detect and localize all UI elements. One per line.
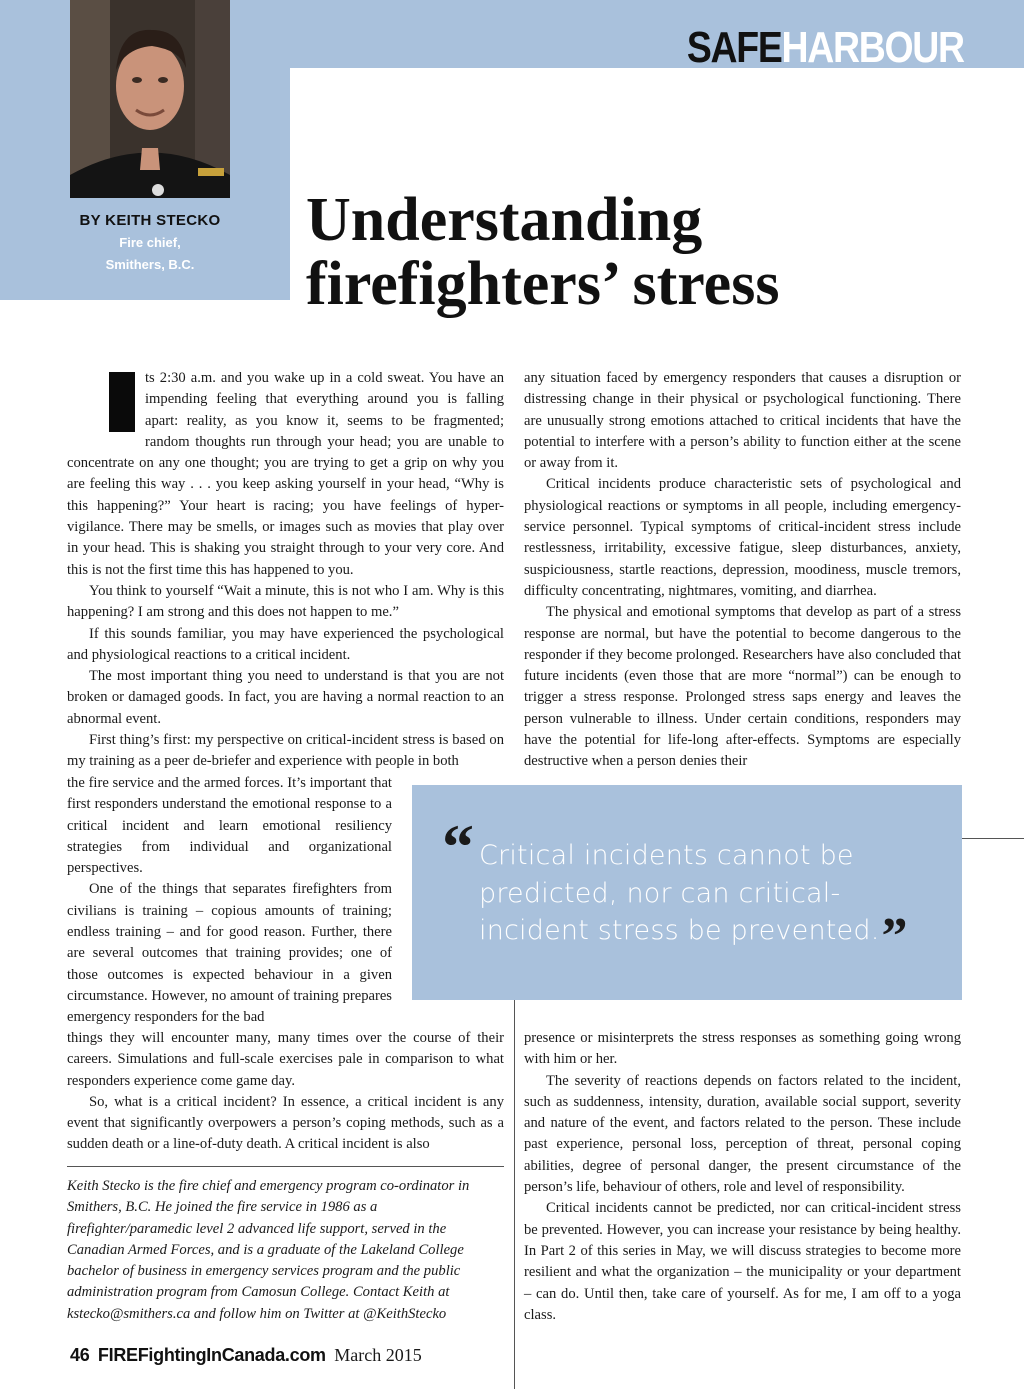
pull-quote	[412, 785, 962, 1000]
author-name: BY KEITH STECKO	[79, 212, 221, 229]
article-paragraph: Critical incidents cannot be predicted, nor can critical-incident stress be prevented. However, you can increase your resistance by being healthy. In Part 2 of this series in May, we will discuss strategies to become more resilient and what the organization – the municipality or your department – can do. Until then, take care of yourself. As for me, I am off to a yoga class.	[524, 1200, 961, 1323]
author-photo	[70, 0, 230, 198]
column-divider-rule	[514, 1000, 515, 1389]
article-paragraph: the fire service and the armed forces. It’s important that first responders understand the emotional response to a critical incident and learn emotional resiliency strategies from individual and organizational perspectives.	[67, 775, 392, 877]
article-paragraph: The severity of reactions depends on factors related to the incident, such as suddenness, intensity, duration, available social support, severity and nature of the event, and factors related to the person. These include past experience, personal loss, perception of threat, personal coping abilities, degree of personal danger, the present circumstance of the person’s life, behaviour of others, role and level of responsibility.	[524, 1072, 961, 1196]
article-paragraph: The most important thing you need to understand is that you are not broken or damaged goods. In fact, you are having a normal reaction to an abnormal event.	[67, 668, 504, 727]
article-paragraph: Critical incidents produce characteristic sets of psychological and physiological reactions or symptoms in all people, including emergency-service personnel. Typical symptoms of critical-incident stress include restlessness, irritability, excessive fatigue, sleep disturbances, anxiety, suspiciousness, startle reactions, depression, moodiness, muscle tremors, difficulty concentrating, nightmares, vomiting, and diarrhea.	[524, 476, 961, 599]
article-headline	[306, 188, 779, 316]
column-2-top	[524, 368, 961, 773]
quote-close-mark: ”	[881, 908, 908, 965]
article-paragraph: things they will encounter many, many times over the course of their careers. Simulations and full-scale exercises pale in comparison to what responders experience come game day.	[67, 1030, 504, 1089]
headline-line-1: Understanding	[306, 186, 703, 254]
column-1-top	[67, 368, 504, 773]
issue-date: March 2015	[334, 1345, 422, 1365]
drop-cap	[109, 372, 135, 432]
article-paragraph: You think to yourself “Wait a minute, this is not who I am. Why is this happening? I am strong and this does not happen to me.”	[67, 582, 504, 621]
author-bio: Keith Stecko is the fire chief and emergency program co-ordinator in Smithers, B.C. He joined the fire service in 1986 as a firefighter/paramedic level 2 advanced life support, served in the Canadian Armed Forces, and is a graduate of the Lakeland College bachelor of business in emergency services program and the public administration program from Camosun College. Contact Keith at kstecko@smithers.ca and follow him on Twitter at @KeithStecko	[67, 1178, 470, 1322]
page-number: 46	[70, 1345, 90, 1365]
article-paragraph: So, what is a critical incident? In essence, a critical incident is any event that significantly overpowers a person’s coping methods, such as a sudden death or a line-of-duty death. A critical incident is also	[67, 1093, 504, 1153]
page-footer	[70, 1342, 422, 1368]
article-paragraph: First thing’s first: my perspective on critical-incident stress is based on my training as a peer de-briefer and experience with people in both	[67, 732, 504, 770]
column-2-bottom	[524, 1028, 961, 1326]
article-paragraph: The physical and emotional symptoms that develop as part of a stress response are normal, but have the potential to become dangerous to the responder if they become prolonged. Researchers have also concluded that future incidents (even those that are more “normal”) can be enough to trigger a stress response. Prolonged stress saps energy and leaves the person vulnerable to illness. Under certain conditions, responders may have the potential for life-long after-effects. Symptoms are especially destructive when a person denies their	[524, 604, 961, 770]
brand-safe: SAFE	[687, 23, 782, 72]
author-location: Smithers, B.C.	[105, 257, 195, 272]
pull-quote-text: Critical incidents cannot be predicted, nor can critical-incident stress be prevented.”	[479, 840, 908, 965]
brand-harbour: HARBOUR	[781, 23, 964, 72]
section-brand	[687, 22, 964, 74]
author-role: Fire chief,	[119, 235, 181, 250]
column-1-narrow	[67, 773, 392, 1029]
article-paragraph: If this sounds familiar, you may have experienced the psychological and physiological reactions to a critical incident.	[67, 625, 504, 663]
byline	[0, 210, 300, 276]
article-paragraph: One of the things that separates firefighters from civilians is training – copious amounts of training; endless training – and for good reason. Further, there are several outcomes that training provides; one of those outcomes is expected behaviour in a given circumstance. However, no amount of training prepares emergency responders for the bad	[67, 881, 392, 1026]
article-paragraph: any situation faced by emergency responders that causes a disruption or distressing change in their physical or psychological functioning. There are unusually strong emotions attached to critical incidents that have the potential to interfere with a person’s ability to function either at the scene or away from it.	[524, 370, 961, 472]
bio-divider-rule	[67, 1166, 504, 1167]
headline-line-2: firefighters’ stress	[306, 250, 780, 318]
publication-site: FIREFightingInCanada.com	[97, 1345, 326, 1365]
column-1-bottom	[67, 1028, 504, 1156]
divider-rule	[962, 838, 1024, 839]
article-paragraph: presence or misinterprets the stress responses as something going wrong with him or her.	[524, 1030, 961, 1068]
article-paragraph: ts 2:30 a.m. and you wake up in a cold sweat. You have an impending feeling that everything around you is falling apart: reality, as you know it, seems to be fragmented; random thoughts run through your head; you are unable to concentrate on any one thought; you are trying to get a grip on why you are feeling this way . . . you keep asking yourself in your head, “Why is this happening?” Your heart is racing; you have feelings of hyper-vigilance. There may be smells, or images such as movies that play over in your head. This is shaking you straight through to your very core. And this is not the first time this has happened to you.	[67, 370, 504, 578]
quote-open-mark: “	[442, 811, 474, 882]
